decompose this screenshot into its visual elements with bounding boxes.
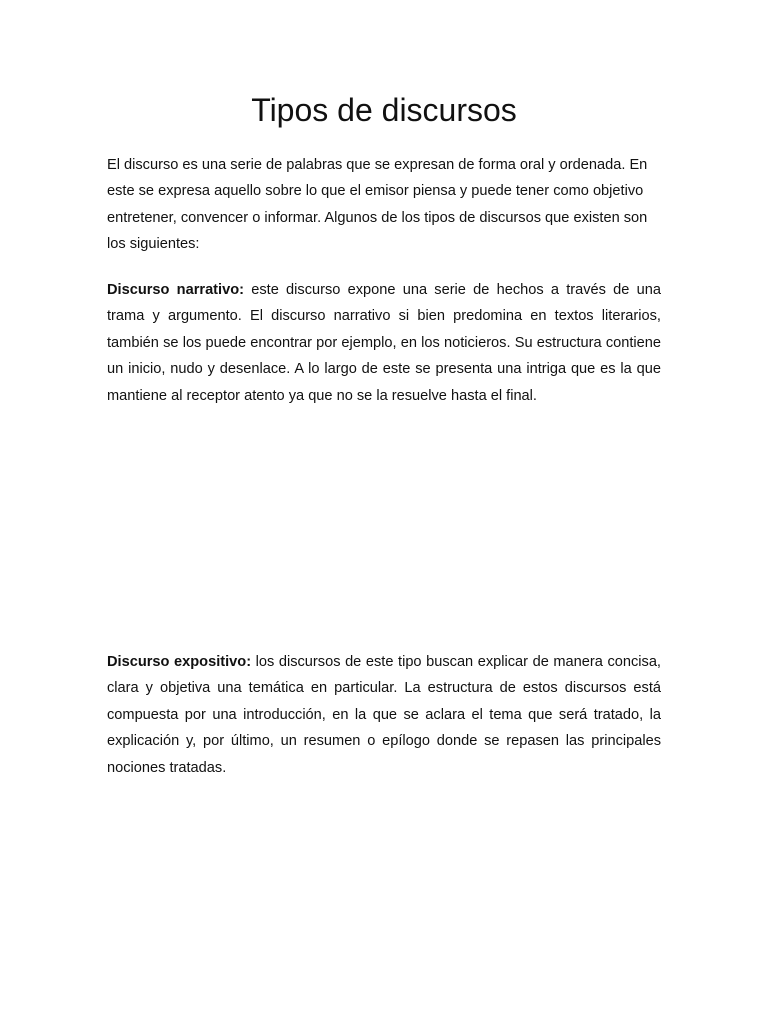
intro-paragraph: El discurso es una serie de palabras que se expresan de forma oral y ordenada. En este se expresa aquello sobre lo que el emisor piensa y puede tener como objetivo entretener, convencer o informar. Algunos de los tipos de discursos que existen son los siguientes: (107, 157, 648, 253)
section-expositivo (107, 649, 661, 781)
section-term: Discurso expositivo: (107, 654, 252, 670)
section-text: los discursos de este tipo buscan explicar de manera concisa, clara y objetiva una temática en particular. La estructura de estos discursos está compuesta por una introducción, en la que se aclara el tema que será tratado, la explicación y, por último, un resumen o epílogo donde se repasen las principales nociones tratadas. (107, 654, 661, 776)
section-term: Discurso narrativo: (107, 282, 244, 298)
page-title: Tipos de discursos (251, 92, 517, 128)
section-text: este discurso expone una serie de hechos a través de una trama y argumento. El discurso narrativo si bien predomina en textos literarios, también se los puede encontrar por ejemplo, en los noticieros. Su estructura contiene un inicio, nudo y desenlace. A lo largo de este se presenta una intriga que es la que mantiene al receptor atento ya que no se la resuelve hasta el final. (107, 282, 661, 404)
section-narrativo (107, 277, 661, 409)
